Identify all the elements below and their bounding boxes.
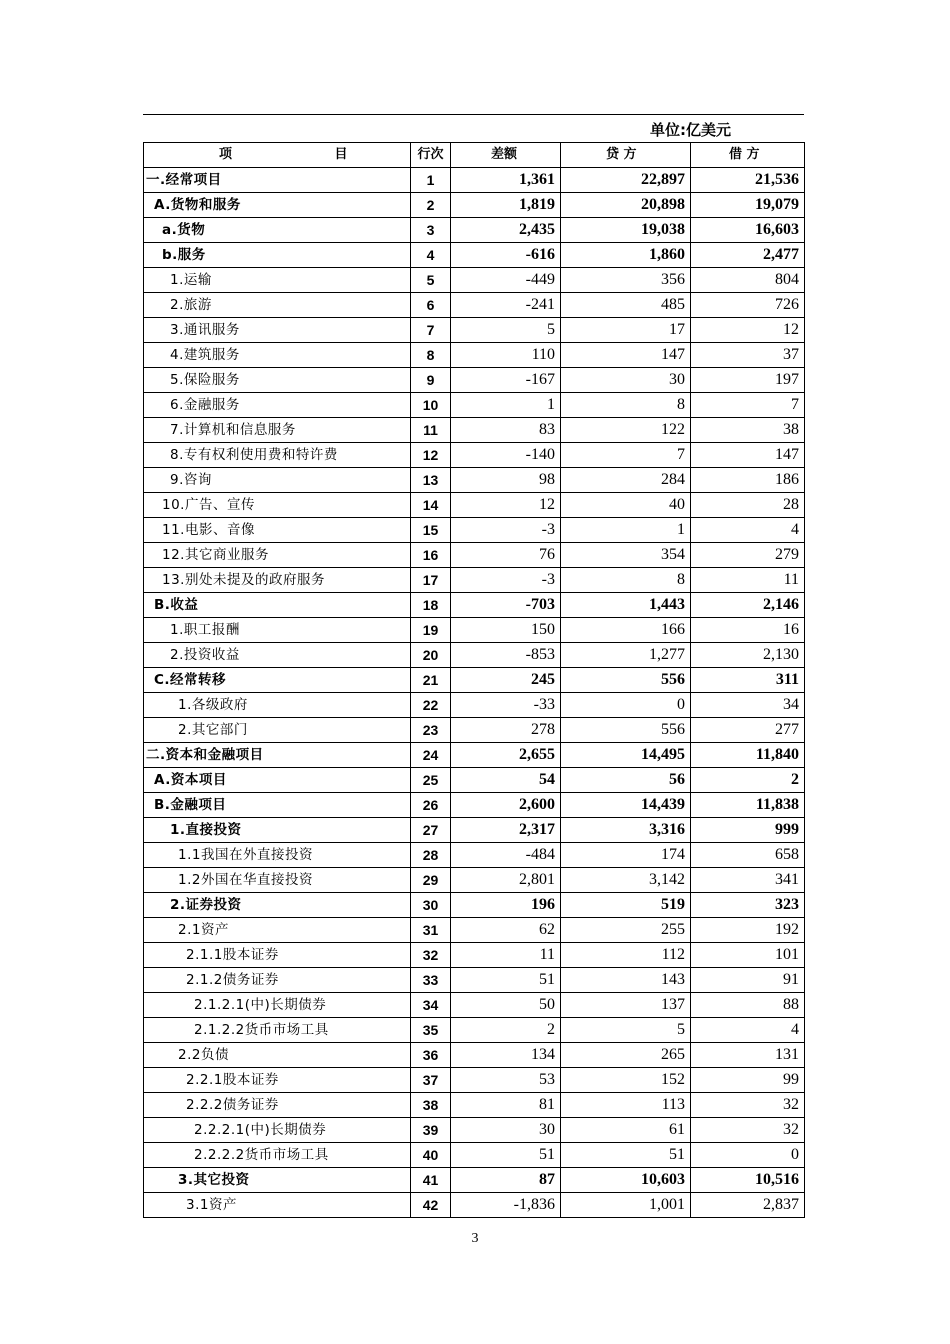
table-row <box>144 518 805 543</box>
table-row <box>144 443 805 468</box>
row-credit-cell: 255 <box>561 918 691 943</box>
table-row <box>144 218 805 243</box>
row-item-cell: 4.建筑服务 <box>144 343 411 368</box>
row-debit-cell: 38 <box>691 418 805 443</box>
table-row <box>144 1043 805 1068</box>
row-credit-cell: 8 <box>561 393 691 418</box>
row-difference-cell: 150 <box>451 618 561 643</box>
row-debit-cell: 277 <box>691 718 805 743</box>
row-item-cell: b.服务 <box>144 243 411 268</box>
table-row <box>144 468 805 493</box>
row-credit-cell: 8 <box>561 568 691 593</box>
row-item-cell: 1.运输 <box>144 268 411 293</box>
table-row <box>144 618 805 643</box>
row-credit-cell: 1,277 <box>561 643 691 668</box>
row-debit-cell: 804 <box>691 268 805 293</box>
row-difference-cell: 62 <box>451 918 561 943</box>
table-row <box>144 243 805 268</box>
row-difference-cell: -241 <box>451 293 561 318</box>
row-item-cell: 2.2.1股本证券 <box>144 1068 411 1093</box>
row-credit-cell: 5 <box>561 1018 691 1043</box>
row-debit-cell: 19,079 <box>691 193 805 218</box>
header-debit: 借 方 <box>691 143 805 168</box>
row-credit-cell: 14,439 <box>561 793 691 818</box>
row-credit-cell: 20,898 <box>561 193 691 218</box>
row-debit-cell: 4 <box>691 518 805 543</box>
header-row-no: 行次 <box>411 143 451 168</box>
row-difference-cell: 5 <box>451 318 561 343</box>
row-number-cell: 5 <box>411 268 451 293</box>
row-debit-cell: 197 <box>691 368 805 393</box>
row-difference-cell: 110 <box>451 343 561 368</box>
row-credit-cell: 354 <box>561 543 691 568</box>
row-debit-cell: 999 <box>691 818 805 843</box>
table-row <box>144 993 805 1018</box>
row-difference-cell: 2,317 <box>451 818 561 843</box>
table-row <box>144 718 805 743</box>
row-credit-cell: 61 <box>561 1118 691 1143</box>
row-difference-cell: -167 <box>451 368 561 393</box>
row-number-cell: 34 <box>411 993 451 1018</box>
row-item-cell: 一.经常项目 <box>144 168 411 193</box>
row-number-cell: 6 <box>411 293 451 318</box>
table-row <box>144 593 805 618</box>
row-item-cell: 2.证券投资 <box>144 893 411 918</box>
row-credit-cell: 556 <box>561 668 691 693</box>
row-item-cell: 12.其它商业服务 <box>144 543 411 568</box>
row-debit-cell: 186 <box>691 468 805 493</box>
row-debit-cell: 2,130 <box>691 643 805 668</box>
row-item-cell: 8.专有权利使用费和特许费 <box>144 443 411 468</box>
row-difference-cell: 245 <box>451 668 561 693</box>
row-number-cell: 19 <box>411 618 451 643</box>
table-row <box>144 1018 805 1043</box>
row-difference-cell: 30 <box>451 1118 561 1143</box>
table-row <box>144 168 805 193</box>
row-credit-cell: 1,001 <box>561 1193 691 1218</box>
table-row <box>144 418 805 443</box>
table-row <box>144 743 805 768</box>
row-debit-cell: 32 <box>691 1093 805 1118</box>
row-debit-cell: 311 <box>691 668 805 693</box>
row-number-cell: 36 <box>411 1043 451 1068</box>
row-number-cell: 37 <box>411 1068 451 1093</box>
row-number-cell: 41 <box>411 1168 451 1193</box>
row-item-cell: B.金融项目 <box>144 793 411 818</box>
row-difference-cell: 1,819 <box>451 193 561 218</box>
row-number-cell: 1 <box>411 168 451 193</box>
row-credit-cell: 51 <box>561 1143 691 1168</box>
row-debit-cell: 279 <box>691 543 805 568</box>
row-number-cell: 40 <box>411 1143 451 1168</box>
row-number-cell: 29 <box>411 868 451 893</box>
row-credit-cell: 1,443 <box>561 593 691 618</box>
row-difference-cell: -616 <box>451 243 561 268</box>
row-credit-cell: 7 <box>561 443 691 468</box>
row-number-cell: 42 <box>411 1193 451 1218</box>
row-difference-cell: 54 <box>451 768 561 793</box>
header-item-left: 项 <box>219 147 233 162</box>
row-credit-cell: 19,038 <box>561 218 691 243</box>
row-number-cell: 7 <box>411 318 451 343</box>
table-row <box>144 843 805 868</box>
table-row <box>144 393 805 418</box>
table-row <box>144 368 805 393</box>
row-item-cell: 2.旅游 <box>144 293 411 318</box>
row-credit-cell: 556 <box>561 718 691 743</box>
table-row <box>144 868 805 893</box>
row-debit-cell: 658 <box>691 843 805 868</box>
row-difference-cell: 50 <box>451 993 561 1018</box>
row-credit-cell: 166 <box>561 618 691 643</box>
row-item-cell: 2.1.2债务证券 <box>144 968 411 993</box>
row-debit-cell: 0 <box>691 1143 805 1168</box>
row-number-cell: 10 <box>411 393 451 418</box>
row-number-cell: 14 <box>411 493 451 518</box>
row-credit-cell: 30 <box>561 368 691 393</box>
row-credit-cell: 113 <box>561 1093 691 1118</box>
row-difference-cell: 278 <box>451 718 561 743</box>
table-row <box>144 493 805 518</box>
row-difference-cell: -33 <box>451 693 561 718</box>
table-row <box>144 968 805 993</box>
row-item-cell: 2.2.2.2货币市场工具 <box>144 1143 411 1168</box>
row-item-cell: 2.1.1股本证券 <box>144 943 411 968</box>
header-row <box>144 143 805 168</box>
row-number-cell: 12 <box>411 443 451 468</box>
header-difference: 差额 <box>451 143 561 168</box>
row-debit-cell: 28 <box>691 493 805 518</box>
row-difference-cell: -449 <box>451 268 561 293</box>
row-debit-cell: 88 <box>691 993 805 1018</box>
row-credit-cell: 519 <box>561 893 691 918</box>
row-item-cell: 3.其它投资 <box>144 1168 411 1193</box>
row-number-cell: 2 <box>411 193 451 218</box>
row-debit-cell: 34 <box>691 693 805 718</box>
table-row <box>144 268 805 293</box>
row-number-cell: 33 <box>411 968 451 993</box>
row-debit-cell: 2 <box>691 768 805 793</box>
row-difference-cell: -1,836 <box>451 1193 561 1218</box>
row-item-cell: 5.保险服务 <box>144 368 411 393</box>
row-number-cell: 11 <box>411 418 451 443</box>
row-item-cell: A.资本项目 <box>144 768 411 793</box>
row-number-cell: 24 <box>411 743 451 768</box>
table-row <box>144 543 805 568</box>
table-row <box>144 643 805 668</box>
row-item-cell: 2.1.2.1(中)长期债券 <box>144 993 411 1018</box>
row-item-cell: 7.计算机和信息服务 <box>144 418 411 443</box>
row-number-cell: 26 <box>411 793 451 818</box>
row-item-cell: 13.别处未提及的政府服务 <box>144 568 411 593</box>
row-item-cell: A.货物和服务 <box>144 193 411 218</box>
table-row <box>144 893 805 918</box>
row-item-cell: 6.金融服务 <box>144 393 411 418</box>
table-row <box>144 1168 805 1193</box>
row-number-cell: 23 <box>411 718 451 743</box>
row-number-cell: 20 <box>411 643 451 668</box>
balance-of-payments-table <box>143 142 805 1218</box>
row-credit-cell: 137 <box>561 993 691 1018</box>
row-difference-cell: 134 <box>451 1043 561 1068</box>
table-row <box>144 1068 805 1093</box>
page-number: 3 <box>471 1231 479 1246</box>
row-number-cell: 15 <box>411 518 451 543</box>
row-debit-cell: 2,477 <box>691 243 805 268</box>
row-item-cell: a.货物 <box>144 218 411 243</box>
row-item-cell: 10.广告、宣传 <box>144 493 411 518</box>
row-item-cell: 2.其它部门 <box>144 718 411 743</box>
row-number-cell: 28 <box>411 843 451 868</box>
table-row <box>144 568 805 593</box>
row-item-cell: C.经常转移 <box>144 668 411 693</box>
row-item-cell: 二.资本和金融项目 <box>144 743 411 768</box>
row-credit-cell: 3,142 <box>561 868 691 893</box>
row-debit-cell: 726 <box>691 293 805 318</box>
table-row <box>144 1143 805 1168</box>
row-number-cell: 38 <box>411 1093 451 1118</box>
row-number-cell: 17 <box>411 568 451 593</box>
table-row <box>144 793 805 818</box>
row-item-cell: 2.投资收益 <box>144 643 411 668</box>
row-item-cell: 2.1资产 <box>144 918 411 943</box>
row-credit-cell: 40 <box>561 493 691 518</box>
row-debit-cell: 323 <box>691 893 805 918</box>
row-difference-cell: 51 <box>451 968 561 993</box>
row-difference-cell: 2,655 <box>451 743 561 768</box>
row-number-cell: 32 <box>411 943 451 968</box>
row-debit-cell: 37 <box>691 343 805 368</box>
row-item-cell: 1.各级政府 <box>144 693 411 718</box>
row-item-cell: B.收益 <box>144 593 411 618</box>
row-item-cell: 11.电影、音像 <box>144 518 411 543</box>
row-credit-cell: 1 <box>561 518 691 543</box>
row-number-cell: 3 <box>411 218 451 243</box>
row-debit-cell: 341 <box>691 868 805 893</box>
row-item-cell: 1.1我国在外直接投资 <box>144 843 411 868</box>
row-item-cell: 3.通讯服务 <box>144 318 411 343</box>
row-debit-cell: 91 <box>691 968 805 993</box>
row-number-cell: 13 <box>411 468 451 493</box>
row-difference-cell: 1 <box>451 393 561 418</box>
table-row <box>144 193 805 218</box>
row-credit-cell: 1,860 <box>561 243 691 268</box>
row-credit-cell: 122 <box>561 418 691 443</box>
row-debit-cell: 192 <box>691 918 805 943</box>
header-credit: 贷 方 <box>561 143 691 168</box>
row-difference-cell: 51 <box>451 1143 561 1168</box>
row-difference-cell: 2,801 <box>451 868 561 893</box>
top-rule <box>143 114 804 115</box>
row-item-cell: 1.2外国在华直接投资 <box>144 868 411 893</box>
row-debit-cell: 16 <box>691 618 805 643</box>
row-debit-cell: 101 <box>691 943 805 968</box>
row-number-cell: 18 <box>411 593 451 618</box>
header-item-right: 目 <box>334 147 348 162</box>
row-difference-cell: -703 <box>451 593 561 618</box>
row-credit-cell: 14,495 <box>561 743 691 768</box>
row-debit-cell: 21,536 <box>691 168 805 193</box>
row-difference-cell: -3 <box>451 568 561 593</box>
row-credit-cell: 10,603 <box>561 1168 691 1193</box>
row-item-cell: 1.职工报酬 <box>144 618 411 643</box>
row-difference-cell: -484 <box>451 843 561 868</box>
row-credit-cell: 22,897 <box>561 168 691 193</box>
unit-label: 单位:亿美元 <box>650 121 731 139</box>
row-debit-cell: 7 <box>691 393 805 418</box>
row-debit-cell: 11 <box>691 568 805 593</box>
table-row <box>144 318 805 343</box>
row-item-cell: 2.2.2.1(中)长期债券 <box>144 1118 411 1143</box>
row-item-cell: 2.2.2债务证券 <box>144 1093 411 1118</box>
row-credit-cell: 284 <box>561 468 691 493</box>
row-difference-cell: -853 <box>451 643 561 668</box>
row-difference-cell: 2,600 <box>451 793 561 818</box>
table-row <box>144 818 805 843</box>
row-debit-cell: 99 <box>691 1068 805 1093</box>
row-debit-cell: 32 <box>691 1118 805 1143</box>
row-debit-cell: 11,838 <box>691 793 805 818</box>
row-debit-cell: 12 <box>691 318 805 343</box>
row-difference-cell: -140 <box>451 443 561 468</box>
header-item <box>144 143 411 168</box>
row-credit-cell: 3,316 <box>561 818 691 843</box>
row-item-cell: 2.1.2.2货币市场工具 <box>144 1018 411 1043</box>
row-number-cell: 25 <box>411 768 451 793</box>
row-number-cell: 4 <box>411 243 451 268</box>
row-number-cell: 30 <box>411 893 451 918</box>
table-row <box>144 1093 805 1118</box>
row-number-cell: 8 <box>411 343 451 368</box>
row-debit-cell: 147 <box>691 443 805 468</box>
row-difference-cell: 83 <box>451 418 561 443</box>
row-debit-cell: 2,837 <box>691 1193 805 1218</box>
table-row <box>144 693 805 718</box>
row-debit-cell: 11,840 <box>691 743 805 768</box>
row-item-cell: 2.2负债 <box>144 1043 411 1068</box>
row-difference-cell: -3 <box>451 518 561 543</box>
row-credit-cell: 265 <box>561 1043 691 1068</box>
row-debit-cell: 2,146 <box>691 593 805 618</box>
row-credit-cell: 0 <box>561 693 691 718</box>
table-row <box>144 343 805 368</box>
row-difference-cell: 2,435 <box>451 218 561 243</box>
table-row <box>144 668 805 693</box>
row-item-cell: 1.直接投资 <box>144 818 411 843</box>
row-debit-cell: 4 <box>691 1018 805 1043</box>
row-credit-cell: 356 <box>561 268 691 293</box>
row-number-cell: 22 <box>411 693 451 718</box>
row-credit-cell: 174 <box>561 843 691 868</box>
row-difference-cell: 196 <box>451 893 561 918</box>
table-row <box>144 918 805 943</box>
row-credit-cell: 485 <box>561 293 691 318</box>
row-difference-cell: 12 <box>451 493 561 518</box>
row-number-cell: 21 <box>411 668 451 693</box>
row-credit-cell: 17 <box>561 318 691 343</box>
row-credit-cell: 147 <box>561 343 691 368</box>
row-difference-cell: 2 <box>451 1018 561 1043</box>
row-number-cell: 35 <box>411 1018 451 1043</box>
row-difference-cell: 76 <box>451 543 561 568</box>
row-difference-cell: 53 <box>451 1068 561 1093</box>
row-number-cell: 27 <box>411 818 451 843</box>
row-credit-cell: 112 <box>561 943 691 968</box>
row-credit-cell: 152 <box>561 1068 691 1093</box>
row-debit-cell: 16,603 <box>691 218 805 243</box>
row-item-cell: 3.1资产 <box>144 1193 411 1218</box>
row-difference-cell: 11 <box>451 943 561 968</box>
row-number-cell: 16 <box>411 543 451 568</box>
row-number-cell: 39 <box>411 1118 451 1143</box>
table-row <box>144 1193 805 1218</box>
row-number-cell: 9 <box>411 368 451 393</box>
table-row <box>144 943 805 968</box>
row-difference-cell: 98 <box>451 468 561 493</box>
table-row <box>144 1118 805 1143</box>
row-number-cell: 31 <box>411 918 451 943</box>
row-credit-cell: 56 <box>561 768 691 793</box>
row-difference-cell: 1,361 <box>451 168 561 193</box>
row-debit-cell: 131 <box>691 1043 805 1068</box>
row-item-cell: 9.咨询 <box>144 468 411 493</box>
table-row <box>144 768 805 793</box>
table-row <box>144 293 805 318</box>
row-debit-cell: 10,516 <box>691 1168 805 1193</box>
row-difference-cell: 81 <box>451 1093 561 1118</box>
row-difference-cell: 87 <box>451 1168 561 1193</box>
row-credit-cell: 143 <box>561 968 691 993</box>
